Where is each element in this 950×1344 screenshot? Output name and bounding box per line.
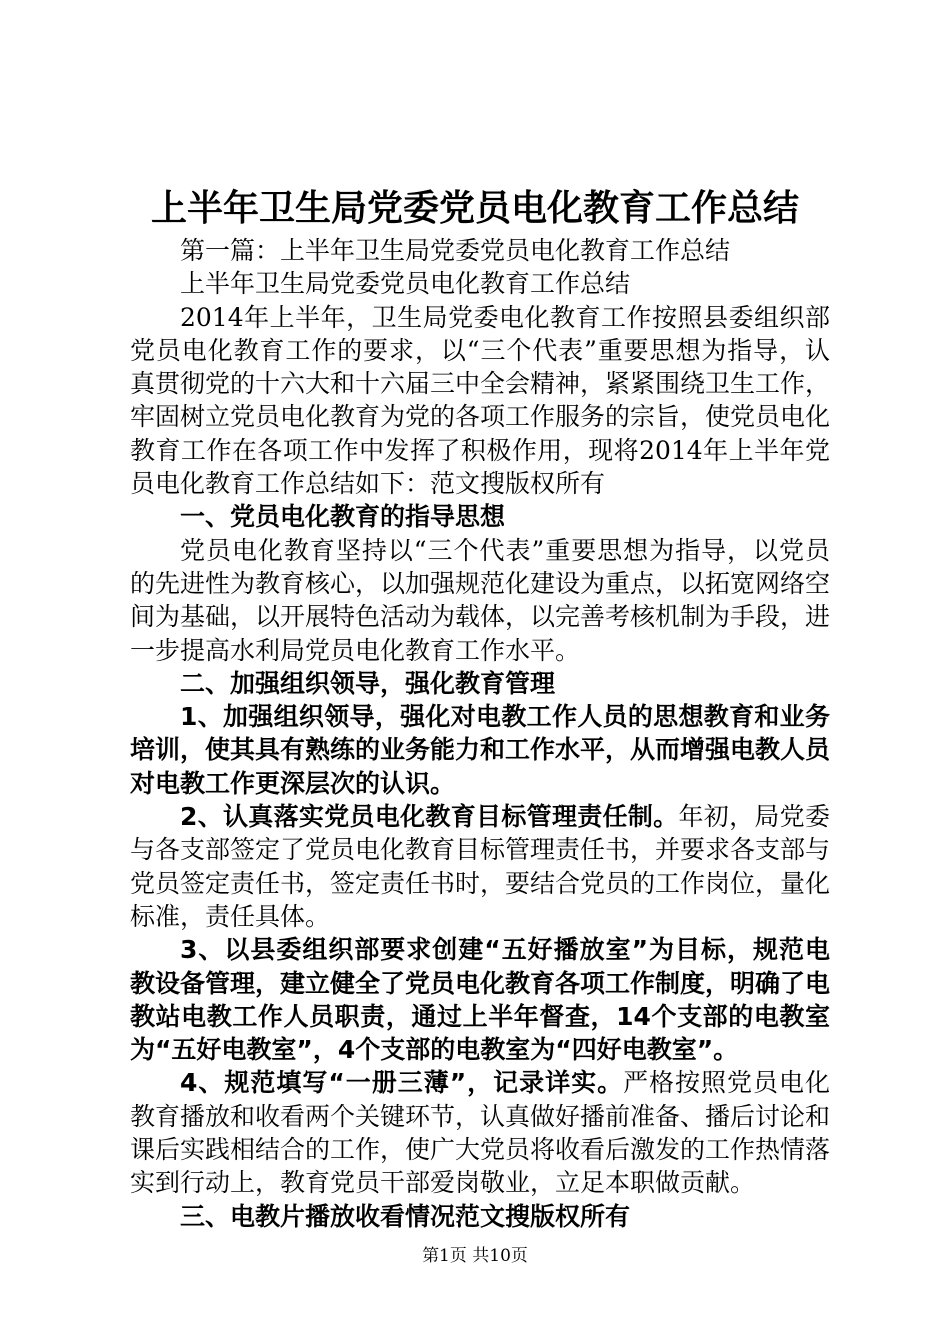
intro-paragraph: 2014年上半年，卫生局党委电化教育工作按照县委组织部党员电化教育工作的要求，以“三个代表”重要思想为指导，认真贯彻党的十六大和十六届三中全会精神，紧紧围绕卫生工作，牢固树立党员电化教育为党的各项工作服务的宗旨，使党员电化教育工作在各项工作中发挥了积极作用，现将2014年上半年党员电化教育工作总结如下：范文搜版权所有 — [130, 302, 831, 499]
page-footer: 第1页 共10页 — [422, 1246, 528, 1266]
section-3-heading: 三、电教片播放收看情况范文搜版权所有 — [180, 1201, 631, 1231]
item-4-lead: 4、规范填写“一册三薄”，记录详实。 — [180, 1068, 624, 1098]
item-2-lead: 2、认真落实党员电化教育目标管理责任制。 — [180, 802, 679, 832]
item-2-text: 年初，局党委与各支部签定了党员电化教育目标管理责任书，并要求各支部与党员签定责任书，签定责任书时，要结合党员的工作岗位，量化标准，责任具体。 — [130, 802, 831, 931]
chapter-subtitle: 第一篇：上半年卫生局党委党员电化教育工作总结 — [180, 236, 731, 265]
item-4-text: 严格按照党员电化教育播放和收看两个关键环节，认真做好播前准备、播后讨论和课后实践相结合的工作，使广大党员将收看后激发的工作热情落实到行动上，教育党员干部爱岗敬业，立足本职做贡献。 — [130, 1068, 831, 1198]
section-1-heading: 一、党员电化教育的指导思想 — [180, 502, 506, 532]
document-body — [130, 234, 830, 1233]
repeated-title: 上半年卫生局党委党员电化教育工作总结 — [180, 269, 631, 299]
section-1-paragraph: 党员电化教育坚持以“三个代表”重要思想为指导，以党员的先进性为教育核心，以加强规范化建设为重点，以拓宽网络空间为基础，以开展特色活动为载体，以完善考核机制为手段，进一步提高水利局党员电化教育工作水平。 — [130, 535, 831, 665]
item-3-paragraph: 3、以县委组织部要求创建“五好播放室”为目标，规范电教设备管理，建立健全了党员电化教育各项工作制度，明确了电教站电教工作人员职责，通过上半年督查，14个支部的电教室为“五好电教室”，4个支部的电教室为“四好电教室”。 — [130, 935, 831, 1065]
item-2-paragraph — [130, 800, 830, 933]
document-title: 上半年卫生局党委党员电化教育工作总结 — [150, 187, 799, 229]
item-4-paragraph — [130, 1066, 830, 1199]
item-1-paragraph: 1、加强组织领导，强化对电教工作人员的思想教育和业务培训，使其具有熟练的业务能力和工作水平，从而增强电教人员对电教工作更深层次的认识。 — [130, 702, 831, 798]
section-2-heading: 二、加强组织领导，强化教育管理 — [180, 668, 556, 698]
